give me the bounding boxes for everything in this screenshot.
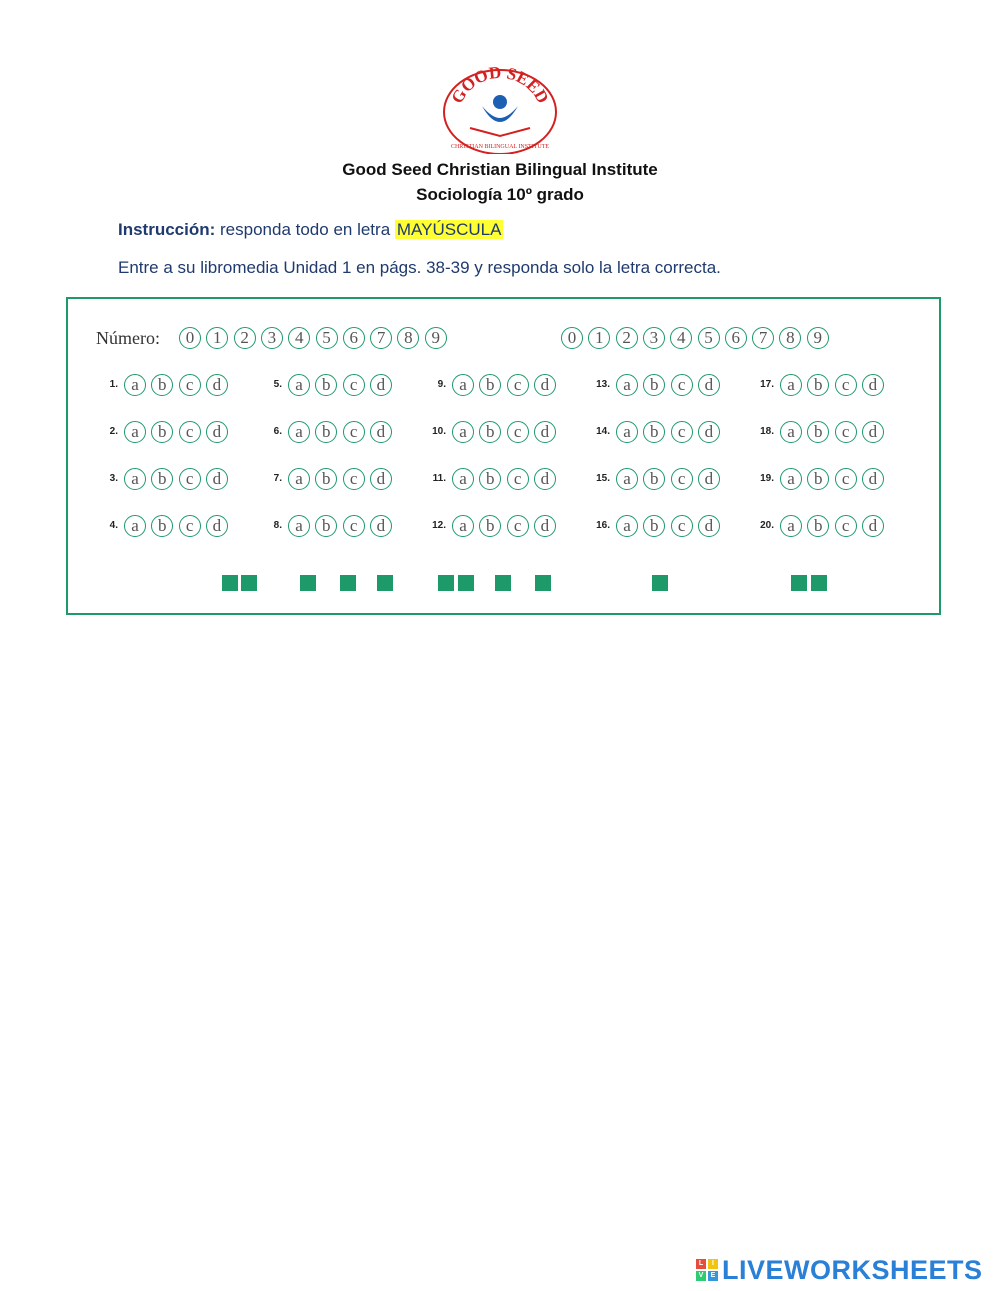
option-d-bubble[interactable]: d (698, 421, 720, 443)
option-a-bubble[interactable]: a (780, 421, 802, 443)
number-digit-2-bubble[interactable]: 0 (561, 327, 583, 349)
timing-mark (340, 575, 356, 591)
option-c-bubble[interactable]: c (671, 468, 693, 490)
option-c-bubble[interactable]: c (179, 374, 201, 396)
timing-mark (652, 575, 668, 591)
option-c-bubble[interactable]: c (671, 374, 693, 396)
liveworksheets-brand (696, 1254, 983, 1286)
instruction-text: responda todo en letra (215, 220, 395, 239)
question-number: 2. (109, 426, 118, 437)
option-d-bubble[interactable]: d (534, 515, 556, 537)
brand-icon-letter: E (708, 1271, 718, 1281)
option-d-bubble[interactable]: d (206, 515, 228, 537)
instruction-label: Instrucción: (118, 220, 216, 239)
question-number: 4. (109, 520, 118, 531)
number-digit-2-bubble[interactable]: 3 (643, 327, 665, 349)
option-d-bubble[interactable]: d (206, 421, 228, 443)
option-b-bubble[interactable]: b (807, 374, 829, 396)
course-title: Sociología 10º grado (416, 185, 584, 204)
option-c-bubble[interactable]: c (507, 374, 529, 396)
option-b-bubble[interactable]: b (151, 468, 173, 490)
option-b-bubble[interactable]: b (643, 374, 665, 396)
question-number: 13. (596, 379, 610, 390)
timing-mark (535, 575, 551, 591)
instruction-line (118, 220, 503, 240)
question-number: 6. (273, 426, 282, 437)
brand-icon-letter: I (708, 1259, 718, 1269)
school-logo (440, 62, 560, 154)
number-digit-2-bubble[interactable]: 7 (752, 327, 774, 349)
option-a-bubble[interactable]: a (616, 374, 638, 396)
option-d-bubble[interactable]: d (534, 421, 556, 443)
number-digit-1-bubble[interactable]: 1 (206, 327, 228, 349)
option-a-bubble[interactable]: a (780, 515, 802, 537)
option-a-bubble[interactable]: a (452, 374, 474, 396)
option-c-bubble[interactable]: c (179, 468, 201, 490)
option-a-bubble[interactable]: a (616, 421, 638, 443)
number-digit-1-bubble[interactable]: 0 (179, 327, 201, 349)
question-number: 7. (273, 473, 282, 484)
number-digit-1-bubble[interactable]: 3 (261, 327, 283, 349)
option-a-bubble[interactable]: a (288, 515, 310, 537)
option-a-bubble[interactable]: a (124, 468, 146, 490)
option-b-bubble[interactable]: b (479, 515, 501, 537)
option-b-bubble[interactable]: b (479, 374, 501, 396)
institution-name: Good Seed Christian Bilingual Institute (342, 160, 658, 179)
option-d-bubble[interactable]: d (534, 468, 556, 490)
timing-mark (811, 575, 827, 591)
option-c-bubble[interactable]: c (835, 515, 857, 537)
number-digit-2-bubble[interactable]: 8 (779, 327, 801, 349)
option-b-bubble[interactable]: b (151, 421, 173, 443)
option-a-bubble[interactable]: a (124, 421, 146, 443)
number-digit-2-bubble[interactable]: 5 (698, 327, 720, 349)
option-b-bubble[interactable]: b (151, 515, 173, 537)
number-digit-2-bubble[interactable]: 4 (670, 327, 692, 349)
brand-icon-letter: L (696, 1259, 706, 1269)
option-a-bubble[interactable]: a (616, 468, 638, 490)
option-b-bubble[interactable]: b (315, 515, 337, 537)
option-c-bubble[interactable]: c (343, 421, 365, 443)
option-b-bubble[interactable]: b (479, 468, 501, 490)
option-a-bubble[interactable]: a (452, 515, 474, 537)
question-number: 14. (596, 426, 610, 437)
option-b-bubble[interactable]: b (315, 421, 337, 443)
question-number: 10. (432, 426, 446, 437)
directions-text: Entre a su libromedia Unidad 1 en págs. 38-39 y responda solo la letra correcta. (118, 258, 721, 277)
option-c-bubble[interactable]: c (507, 421, 529, 443)
number-digit-2-bubble[interactable]: 1 (588, 327, 610, 349)
number-digit-1-bubble[interactable]: 8 (397, 327, 419, 349)
option-a-bubble[interactable]: a (452, 421, 474, 443)
question-number: 20. (760, 520, 774, 531)
option-a-bubble[interactable]: a (780, 374, 802, 396)
question-number: 19. (760, 473, 774, 484)
option-c-bubble[interactable]: c (507, 515, 529, 537)
option-d-bubble[interactable]: d (862, 421, 884, 443)
logo-subtext: CHRISTIAN BILINGUAL INSTITUTE (450, 144, 550, 150)
option-d-bubble[interactable]: d (534, 374, 556, 396)
option-a-bubble[interactable]: a (616, 515, 638, 537)
timing-mark (222, 575, 238, 591)
question-number: 18. (760, 426, 774, 437)
option-d-bubble[interactable]: d (862, 468, 884, 490)
option-d-bubble[interactable]: d (698, 515, 720, 537)
timing-mark (495, 575, 511, 591)
option-b-bubble[interactable]: b (643, 421, 665, 443)
number-digit-1-bubble[interactable]: 2 (234, 327, 256, 349)
option-c-bubble[interactable]: c (343, 468, 365, 490)
option-b-bubble[interactable]: b (315, 468, 337, 490)
logo-text: GOOD SEED (447, 62, 553, 107)
option-c-bubble[interactable]: c (179, 515, 201, 537)
timing-mark (458, 575, 474, 591)
number-label: Número: (96, 328, 160, 348)
timing-mark (377, 575, 393, 591)
option-b-bubble[interactable]: b (151, 374, 173, 396)
option-b-bubble[interactable]: b (807, 468, 829, 490)
option-b-bubble[interactable]: b (643, 468, 665, 490)
option-b-bubble[interactable]: b (315, 374, 337, 396)
brand-icon-letter: V (696, 1271, 706, 1281)
number-digit-2-bubble[interactable]: 6 (725, 327, 747, 349)
option-d-bubble[interactable]: d (370, 421, 392, 443)
option-d-bubble[interactable]: d (862, 374, 884, 396)
option-c-bubble[interactable]: c (507, 468, 529, 490)
option-a-bubble[interactable]: a (288, 374, 310, 396)
timing-mark (438, 575, 454, 591)
option-b-bubble[interactable]: b (479, 421, 501, 443)
question-number: 11. (432, 473, 446, 484)
option-c-bubble[interactable]: c (835, 421, 857, 443)
option-d-bubble[interactable]: d (370, 374, 392, 396)
liveworksheets-icon (696, 1259, 718, 1281)
option-d-bubble[interactable]: d (206, 468, 228, 490)
question-number: 5. (273, 379, 282, 390)
number-digit-1-bubble[interactable]: 7 (370, 327, 392, 349)
liveworksheets-wordmark: LIVEWORKSHEETS (722, 1254, 983, 1285)
option-c-bubble[interactable]: c (835, 374, 857, 396)
option-d-bubble[interactable]: d (206, 374, 228, 396)
number-digit-1-bubble[interactable]: 6 (343, 327, 365, 349)
option-d-bubble[interactable]: d (370, 515, 392, 537)
question-number: 8. (273, 520, 282, 531)
option-a-bubble[interactable]: a (780, 468, 802, 490)
option-a-bubble[interactable]: a (124, 515, 146, 537)
option-d-bubble[interactable]: d (862, 515, 884, 537)
option-a-bubble[interactable]: a (288, 468, 310, 490)
timing-mark (300, 575, 316, 591)
number-digit-1-bubble[interactable]: 9 (425, 327, 447, 349)
option-a-bubble[interactable]: a (124, 374, 146, 396)
option-c-bubble[interactable]: c (671, 421, 693, 443)
option-b-bubble[interactable]: b (807, 515, 829, 537)
option-a-bubble[interactable]: a (452, 468, 474, 490)
question-number: 12. (432, 520, 446, 531)
option-d-bubble[interactable]: d (698, 374, 720, 396)
question-number: 17. (760, 379, 774, 390)
question-number: 16. (596, 520, 610, 531)
instruction-highlight: MAYÚSCULA (396, 220, 502, 239)
option-c-bubble[interactable]: c (343, 374, 365, 396)
option-d-bubble[interactable]: d (698, 468, 720, 490)
option-c-bubble[interactable]: c (671, 515, 693, 537)
question-number: 15. (596, 473, 610, 484)
option-c-bubble[interactable]: c (343, 515, 365, 537)
option-d-bubble[interactable]: d (370, 468, 392, 490)
option-a-bubble[interactable]: a (288, 421, 310, 443)
question-number: 3. (109, 473, 118, 484)
number-digit-1-bubble[interactable]: 5 (316, 327, 338, 349)
number-digit-2-bubble[interactable]: 2 (616, 327, 638, 349)
question-number: 1. (109, 379, 118, 390)
option-b-bubble[interactable]: b (807, 421, 829, 443)
timing-mark (791, 575, 807, 591)
option-c-bubble[interactable]: c (179, 421, 201, 443)
number-digit-2-bubble[interactable]: 9 (807, 327, 829, 349)
option-b-bubble[interactable]: b (643, 515, 665, 537)
number-digit-1-bubble[interactable]: 4 (288, 327, 310, 349)
option-c-bubble[interactable]: c (835, 468, 857, 490)
timing-mark (241, 575, 257, 591)
question-number: 9. (437, 379, 446, 390)
